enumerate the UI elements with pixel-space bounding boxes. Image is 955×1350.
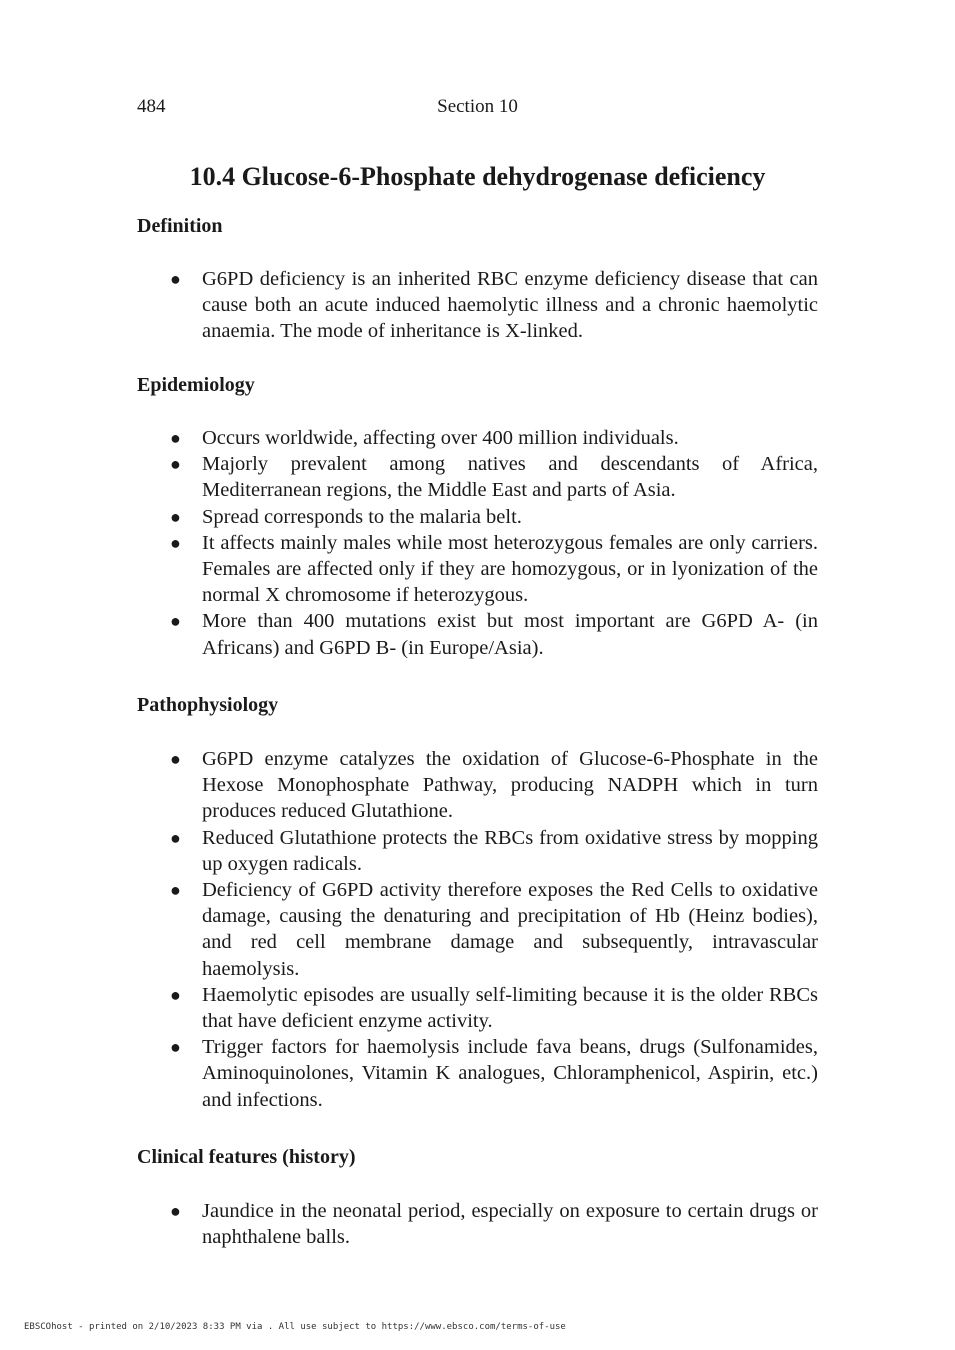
list-item — [137, 504, 818, 530]
section-heading: Pathophysiology — [137, 694, 279, 716]
bullet-icon: ● — [170, 506, 181, 527]
section-pathophysiology — [137, 692, 818, 1113]
bullet-icon: ● — [170, 827, 181, 848]
section-label: Section 10 — [437, 96, 518, 117]
bullet-icon: ● — [170, 428, 181, 448]
bullet-icon: ● — [170, 1201, 181, 1221]
list-item — [137, 608, 818, 660]
list-item — [137, 425, 818, 451]
bullet-icon: ● — [170, 269, 181, 289]
list-item-text: More than 400 mutations exist but most important are G6PD A- (in Africans) and G6PD B- (in Europe/Asia). — [202, 610, 818, 659]
list-item — [137, 451, 818, 503]
list-item — [137, 530, 818, 609]
page-number: 484 — [137, 96, 166, 117]
bullet-list — [137, 746, 818, 1113]
section-heading: Clinical features (history) — [137, 1146, 356, 1168]
list-item-text: It affects mainly males while most heterozygous females are only carriers. Females are affected only if they are homozygous, or in lyonization of the normal X chromosome if heterozygous. — [202, 531, 818, 607]
list-item — [137, 825, 818, 877]
running-head — [137, 96, 818, 120]
list-item-text: Deficiency of G6PD activity therefore exposes the Red Cells to oxidative damage, causing the denaturing and precipitation of Hb (Heinz bodies), and red cell membrane damage and subsequently, intravascular haemolysis. — [202, 879, 818, 980]
section-epidemiology — [137, 372, 818, 661]
bullet-icon: ● — [170, 454, 181, 475]
list-item-text: G6PD deficiency is an inherited RBC enzyme deficiency disease that can cause both an acute induced haemolytic illness and a chronic haemolytic anaemia. The mode of inheritance is X-linked. — [202, 268, 818, 343]
bullet-icon: ● — [170, 749, 181, 769]
list-item — [137, 1034, 818, 1113]
section-heading: Definition — [137, 215, 223, 237]
section-heading: Epidemiology — [137, 374, 255, 396]
bullet-icon: ● — [170, 880, 181, 901]
list-item-text: Jaundice in the neonatal period, especially on exposure to certain drugs or naphthalene balls. — [202, 1200, 818, 1249]
print-footer: EBSCOhost - printed on 2/10/2023 8:33 PM via . All use subject to https://www.ebsco.com/terms-of-use — [24, 1322, 566, 1332]
bullet-list — [137, 425, 818, 661]
list-item-text: Reduced Glutathione protects the RBCs from oxidative stress by mopping up oxygen radicals. — [202, 826, 818, 875]
bullet-icon: ● — [170, 1037, 181, 1058]
list-item-text: G6PD enzyme catalyzes the oxidation of Glucose-6-Phosphate in the Hexose Monophosphate Pathway, producing NADPH which in turn produces reduced Glutathione. — [202, 748, 818, 823]
list-item-text: Haemolytic episodes are usually self-limiting because it is the older RBCs that have deficient enzyme activity. — [202, 983, 818, 1033]
list-item-text: Occurs worldwide, affecting over 400 million individuals. — [202, 427, 679, 449]
bullet-icon: ● — [170, 984, 181, 1005]
section-clinical-features — [137, 1144, 818, 1250]
section-definition — [137, 213, 818, 345]
bullet-icon: ● — [170, 532, 181, 553]
list-item — [137, 982, 818, 1034]
bullet-icon: ● — [170, 611, 181, 632]
chapter-title: 10.4 Glucose-6-Phosphate dehydrogenase deficiency — [189, 162, 766, 191]
list-item-text: Spread corresponds to the malaria belt. — [202, 505, 522, 528]
list-item-text: Trigger factors for haemolysis include fava beans, drugs (Sulfonamides, Aminoquinolones, Vitamin K analogues, Chloramphenicol, Aspirin, etc.) and infections. — [202, 1036, 818, 1111]
bullet-list — [137, 1198, 818, 1250]
list-item-text: Majorly prevalent among natives and descendants of Africa, Mediterranean regions, the Middle East and parts of Asia. — [202, 453, 818, 502]
list-item — [137, 746, 818, 825]
list-item — [137, 266, 818, 345]
list-item — [137, 1198, 818, 1250]
list-item — [137, 877, 818, 982]
bullet-list — [137, 266, 818, 345]
